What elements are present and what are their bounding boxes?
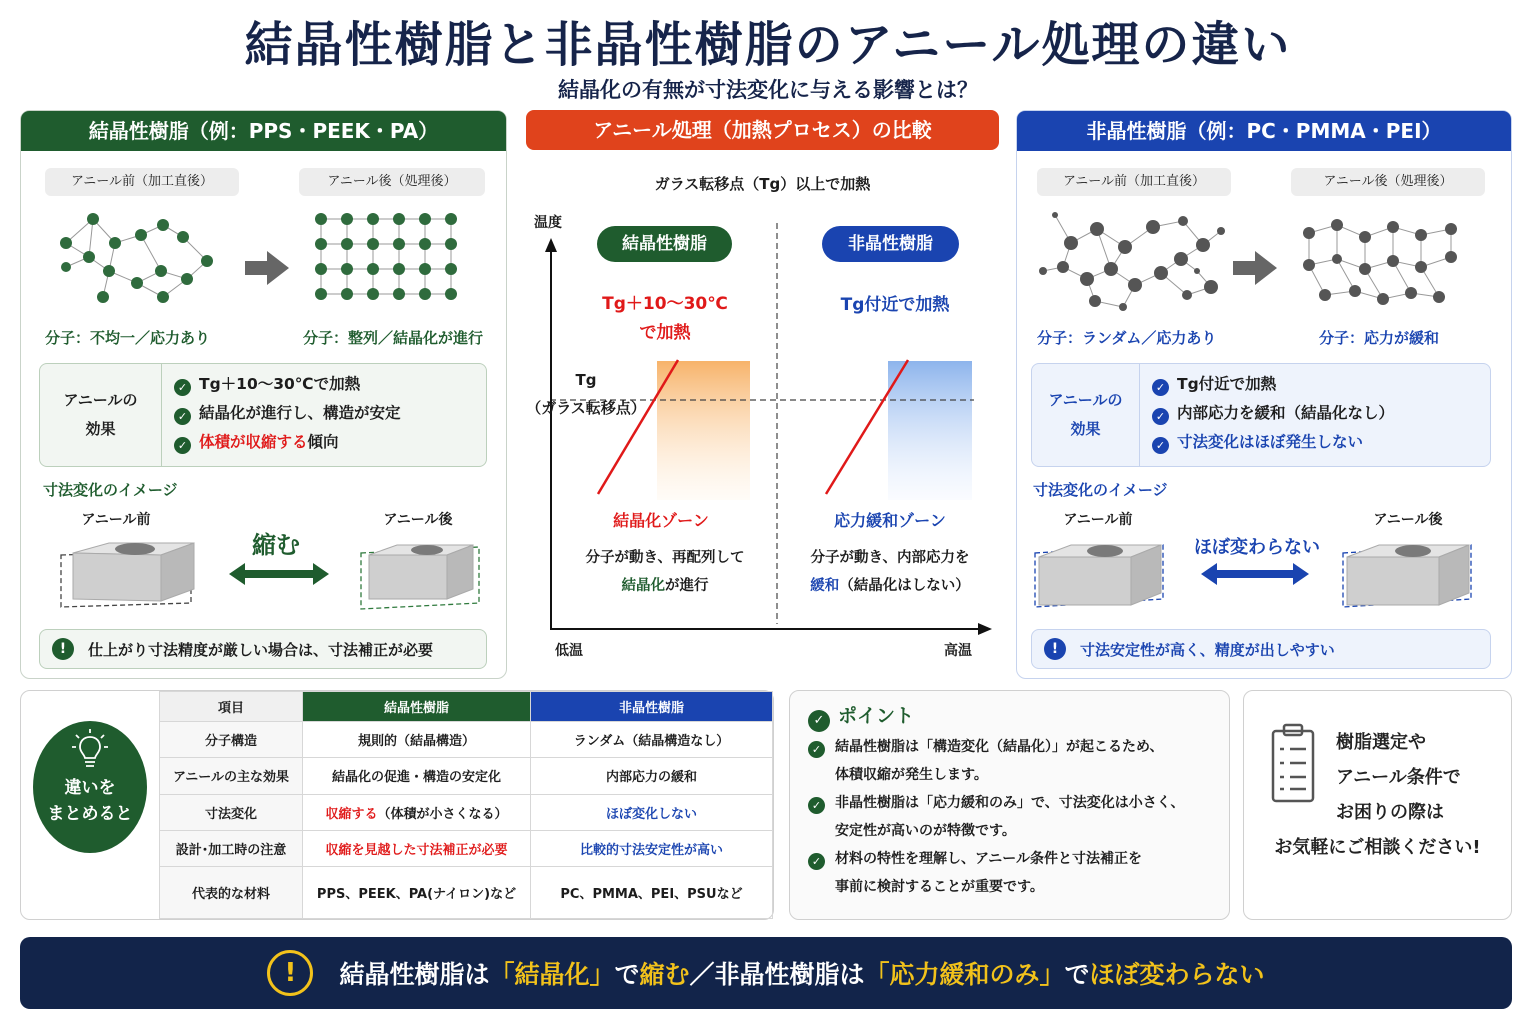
effect-item: ✓ Tg＋10〜30℃で加熱 — [174, 370, 474, 399]
table-row: 設計･加工時の注意 収縮を見越した寸法補正が必要 比較的寸法安定性が高い — [160, 830, 773, 866]
molecule-ball — [419, 238, 431, 250]
effect-label: アニールの 効果 — [40, 364, 162, 466]
dim-after-label: アニール後 — [383, 512, 453, 528]
before-label: アニール前（加工直後） — [1037, 168, 1231, 196]
molecule-ball — [367, 288, 379, 300]
effect-item: ✓ 寸法変化はほぼ発生しない — [1152, 428, 1478, 457]
amorphous-panel — [1016, 110, 1512, 679]
effect-box — [1031, 363, 1491, 467]
lightbulb-icon — [70, 729, 110, 771]
effect-list — [162, 364, 486, 466]
effect-item: ✓ 結晶化が進行し、構造が安定 — [174, 399, 474, 428]
molecule-ball — [445, 288, 457, 300]
check-icon: ✓ — [174, 408, 191, 425]
point-list — [808, 733, 1218, 901]
molecule-ball — [419, 263, 431, 275]
relaxation-zone — [888, 361, 972, 500]
page-title: 結晶性樹脂と非晶性樹脂のアニール処理の違い — [244, 17, 1292, 73]
contact-text: 樹脂選定や アニール条件で お困りの際は お気軽にご相談ください! — [1274, 732, 1481, 858]
crystalline-temp: Tg＋10〜30℃ で加熱 — [602, 294, 728, 343]
effect-item: ✓ 体積が収縮する傾向 — [174, 428, 474, 457]
alert-icon: ! — [267, 950, 313, 996]
page-subtitle: 結晶化の有無が寸法変化に与える影響とは？ — [558, 78, 978, 102]
effect-box — [39, 363, 487, 467]
crystallization-zone-label: 結晶化ゾーン — [613, 511, 709, 530]
check-icon: ✓ — [808, 741, 825, 758]
table-row: 分子構造 規則的（結晶構造） ランダム（結晶構造なし） — [160, 722, 773, 758]
molecule-ball — [445, 238, 457, 250]
crystalline-molecules-after — [311, 209, 461, 319]
summary-badge: 違いを まとめると — [33, 721, 147, 853]
no-change-label: ほぼ変わらない — [1194, 537, 1320, 558]
after-caption: 分子：応力が緩和 — [1319, 329, 1440, 347]
molecule-ball — [341, 213, 353, 225]
before-caption: 分子：ランダム／応力あり — [1037, 329, 1217, 347]
molecule-ball — [393, 263, 405, 275]
table-header: 結晶性樹脂 — [303, 692, 531, 722]
molecule-ball — [445, 213, 457, 225]
point-item: ✓ 結晶性樹脂は「構造変化（結晶化）」が起こるため、 体積収縮が発生します。 — [808, 733, 1218, 789]
molecule-ball — [341, 288, 353, 300]
alert-icon: ! — [52, 638, 74, 660]
molecule-ball — [315, 288, 327, 300]
effect-item: ✓ 内部応力を緩和（結晶化なし） — [1152, 399, 1478, 428]
contact-panel[interactable] — [1243, 690, 1512, 920]
block-after-icon — [355, 539, 485, 619]
y-axis-label: 温度 — [534, 215, 562, 231]
molecule-ball — [393, 213, 405, 225]
block-before-icon — [49, 531, 199, 621]
amorphous-badge: 非晶性樹脂 — [822, 226, 959, 262]
amorphous-molecules-before — [1035, 201, 1235, 321]
crystalline-note: ! 仕上がり寸法精度が厳しい場合は、寸法補正が必要 — [39, 629, 487, 669]
crystalline-desc: 分子が動き、再配列して 結晶化が進行 — [585, 550, 745, 594]
crystalline-panel — [20, 110, 507, 679]
alert-icon: ! — [1044, 638, 1066, 660]
equal-arrow-icon — [1199, 563, 1311, 585]
check-icon: ✓ — [1152, 437, 1169, 454]
check-icon: ✓ — [174, 437, 191, 454]
dim-title: 寸法変化のイメージ — [43, 481, 178, 499]
check-icon: ✓ — [1152, 408, 1169, 425]
molecule-ball — [341, 238, 353, 250]
effect-list — [1140, 364, 1490, 466]
table-row: 寸法変化 収縮する（体積が小さくなる） ほぼ変化しない — [160, 794, 773, 830]
shrink-arrow-icon — [227, 563, 331, 585]
table-header: 項目 — [160, 692, 303, 722]
after-label: アニール後（処理後） — [1291, 168, 1485, 196]
check-icon: ✓ — [808, 797, 825, 814]
heat-label: ガラス転移点（Tg）以上で加熱 — [654, 175, 871, 193]
x-low-label: 低温 — [555, 643, 583, 659]
molecule-ball — [341, 263, 353, 275]
amorphous-molecules-after — [1295, 207, 1475, 317]
after-label: アニール後（処理後） — [299, 168, 485, 196]
molecule-ball — [393, 288, 405, 300]
molecule-ball — [367, 263, 379, 275]
amorphous-header: 非晶性樹脂（例：PC・PMMA・PEI） — [1017, 111, 1511, 151]
dim-title: 寸法変化のイメージ — [1033, 481, 1168, 499]
crystalline-molecules-before — [51, 209, 231, 309]
amorphous-note: ! 寸法安定性が高く、精度が出しやすい — [1031, 629, 1491, 669]
tg-label: Tg （ガラス転移点） — [526, 371, 646, 417]
molecule-ball — [419, 288, 431, 300]
dim-after-label: アニール後 — [1373, 512, 1443, 528]
summary-panel — [20, 690, 774, 920]
molecule-ball — [393, 238, 405, 250]
amorphous-temp: Tg付近で加熱 — [840, 295, 950, 315]
dim-before-label: アニール前 — [81, 512, 151, 528]
point-panel — [789, 690, 1230, 920]
process-header: アニール処理（加熱プロセス）の比較 — [526, 110, 999, 150]
before-label: アニール前（加工直後） — [45, 168, 239, 196]
table-row: 代表的な材料 PPS、PEEK、PA(ナイロン)など PC、PMMA、PEI、PSUなど — [160, 867, 773, 919]
block-before-icon — [1031, 533, 1171, 615]
crystalline-badge: 結晶性樹脂 — [597, 226, 732, 262]
crystalline-header: 結晶性樹脂（例：PPS・PEEK・PA） — [21, 111, 506, 151]
check-icon: ✓ — [808, 853, 825, 870]
summary-table — [159, 691, 773, 919]
molecule-ball — [315, 263, 327, 275]
dim-before-label: アニール前 — [1063, 512, 1133, 528]
point-item: ✓ 非晶性樹脂は「応力緩和のみ」で、寸法変化は小さく、 安定性が高いのが特徴です。 — [808, 789, 1218, 845]
amorphous-desc: 分子が動き、内部応力を 緩和（結晶化はしない） — [810, 550, 970, 594]
point-title: ✓ ポイント — [808, 701, 914, 732]
before-caption: 分子：不均一／応力あり — [45, 329, 211, 347]
table-header: 非晶性樹脂 — [531, 692, 773, 722]
molecule-ball — [367, 213, 379, 225]
check-circle-icon: ✓ — [808, 710, 830, 732]
check-icon: ✓ — [174, 379, 191, 396]
shrink-label: 縮む — [252, 531, 300, 559]
molecule-ball — [367, 238, 379, 250]
molecule-ball — [445, 263, 457, 275]
summary-banner: ! 結晶性樹脂は 「結晶化」 で 縮む ／非晶性樹脂は 「応力緩和のみ」 で ほぼ変わらない — [20, 937, 1512, 1009]
crystallization-zone — [657, 361, 750, 500]
molecule-ball — [315, 213, 327, 225]
check-icon: ✓ — [1152, 379, 1169, 396]
relaxation-zone-label: 応力緩和ゾーン — [834, 511, 946, 530]
molecule-ball — [419, 213, 431, 225]
block-after-icon — [1339, 533, 1479, 615]
point-item: ✓ 材料の特性を理解し、アニール条件と寸法補正を 事前に検討することが重要です。 — [808, 845, 1218, 901]
arrow-icon — [1233, 251, 1277, 285]
table-row: アニールの主な効果 結晶化の促進・構造の安定化 内部応力の緩和 — [160, 758, 773, 794]
arrow-icon — [245, 251, 289, 285]
effect-item: ✓ Tg付近で加熱 — [1152, 370, 1478, 399]
molecule-ball — [315, 238, 327, 250]
after-caption: 分子：整列／結晶化が進行 — [303, 329, 484, 347]
x-high-label: 高温 — [944, 643, 972, 659]
effect-label: アニールの 効果 — [1032, 364, 1140, 466]
